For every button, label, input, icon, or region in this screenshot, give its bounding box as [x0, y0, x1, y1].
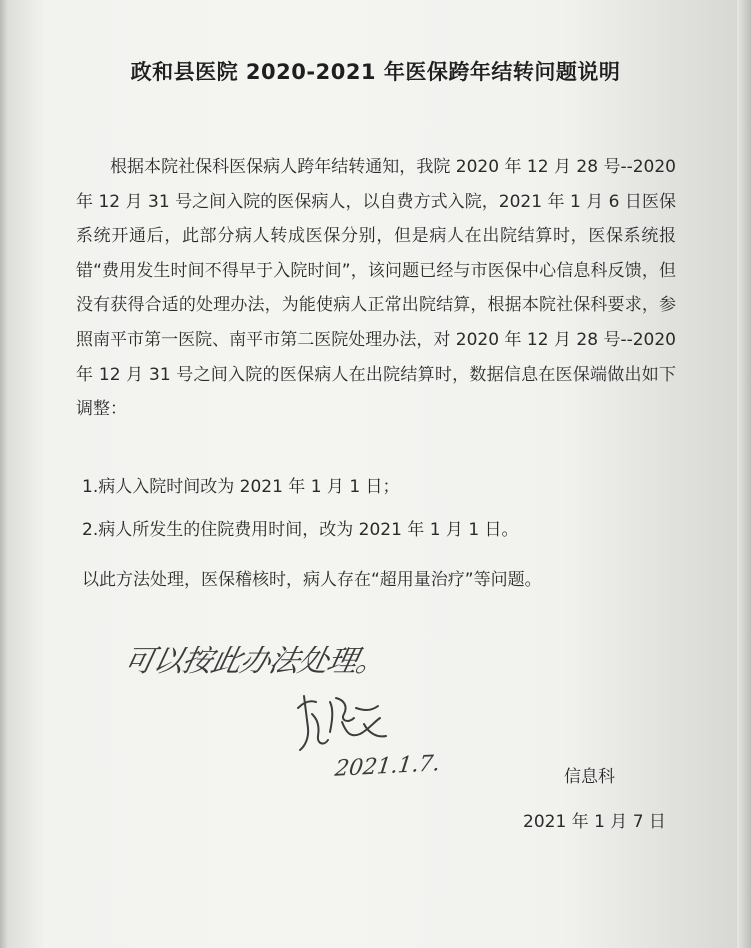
paper-edge-right [737, 0, 751, 948]
department-name: 信息科 [564, 767, 615, 787]
list-item-1: 1.病人入院时间改为 2021 年 1 月 1 日； [82, 477, 400, 497]
list-item-2: 2.病人所发生的住院费用时间，改为 2021 年 1 月 1 日。 [82, 520, 519, 540]
paragraph-text: 根据本院社保科医保病人跨年结转通知，我院 2020 年 12 月 28 号--2020 年 12 月 31 号之间入院的医保病人，以自费方式入院，2021 年 1 月 6 日医保系统开通后，此部分病人转成医保分别，但是病人在出院结算时，医保系统报错“费用发生时间不得早于入院时间”，该问题已经与市医保中心信息科反馈，但没有获得合适的处理办法，为能使病人正常出院结算，根据本院社保科要求，参照南平市第一医院、南平市第二医院处理办法，对 2020 年 12 月 28 号--2020 年 12 月 31 号之间入院的医保病人在出院结算时，数据信息在医保端做出如下调整： [76, 157, 676, 420]
handwritten-note: 可以按此办法处理。 [120, 644, 389, 679]
document-date: 2021 年 1 月 7 日 [523, 812, 666, 832]
paper-edge-left [0, 0, 8, 948]
body-paragraph [76, 150, 676, 427]
signature-icon [290, 688, 400, 758]
document-title: 政和县医院 2020-2021 年医保跨年结转问题说明 [130, 60, 621, 84]
handwritten-date: 2021.1.7. [333, 751, 442, 782]
closing-note: 以此方法处理，医保稽核时，病人存在“超用量治疗”等问题。 [82, 570, 542, 590]
